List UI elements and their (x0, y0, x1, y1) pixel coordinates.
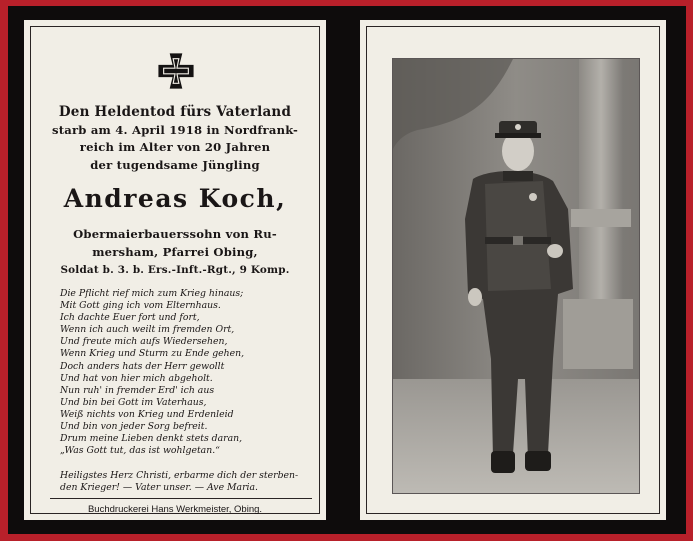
poem-line: Wenn Krieg und Sturm zu Ende gehen, (60, 348, 245, 360)
heading-line-1: Den Heldentod fürs Vaterland (58, 104, 292, 120)
poem-line: Nun ruh' in fremder Erd' ich aus (60, 384, 215, 396)
poem-line: „Was Gott tut, das ist wohlgetan.“ (60, 445, 220, 457)
poem-line: Und hat von hier mich abgeholt. (60, 372, 213, 384)
poem-line: Mit Gott ging ich vom Elternhaus. (60, 300, 221, 312)
poem-line: Wenn ich auch weilt im fremden Ort, (60, 324, 235, 336)
prayer-line-2: den Krieger! — Vater unser. — Ave Maria. (60, 482, 258, 494)
poem-line: Und freute mich aufs Wiedersehen, (60, 336, 228, 348)
portrait-photo (392, 58, 640, 494)
description-line-1: Obermaierbauerssohn von Ru- (73, 227, 277, 241)
poem-line: Und bin von jeder Sorg befreit. (60, 421, 208, 433)
poem-line: Und bin bei Gott im Vaterhaus, (60, 396, 207, 408)
prayer-text (60, 470, 312, 494)
description-line-3: Soldat b. 3. b. Ers.-Inft.-Rgt., 9 Komp. (60, 264, 290, 276)
text-panel (24, 20, 326, 520)
poem-line: Ich dachte Euer fort und fort, (60, 312, 200, 324)
poem-line: Doch anders hats der Herr gewollt (60, 360, 225, 372)
deceased-name: Andreas Koch, (63, 184, 287, 213)
memorial-poem (60, 288, 310, 457)
memorial-card (8, 6, 686, 534)
divider (50, 498, 312, 499)
poem-line: Die Pflicht rief mich zum Krieg hinaus; (60, 288, 244, 299)
printer-credit: Buchdruckerei Hans Werkmeister, Obing. (87, 504, 263, 515)
poem-line: Drum meine Lieben denkt stets daran, (60, 433, 243, 445)
heading-line-2: starb am 4. April 1918 in Nordfrank- (52, 123, 298, 137)
heading-line-4: der tugendsame Jüngling (90, 158, 260, 172)
heading-line-3: reich im Alter von 20 Jahren (79, 140, 271, 154)
prayer-line-1: Heiligstes Herz Christi, erbarme dich der sterben- (60, 470, 299, 481)
soldier-portrait-image (393, 59, 639, 493)
photo-panel (360, 20, 666, 520)
poem-line: Weiß nichts von Krieg und Erdenleid (60, 408, 234, 420)
iron-cross-icon (157, 52, 195, 90)
description-line-2: mersham, Pfarrei Obing, (92, 245, 258, 259)
